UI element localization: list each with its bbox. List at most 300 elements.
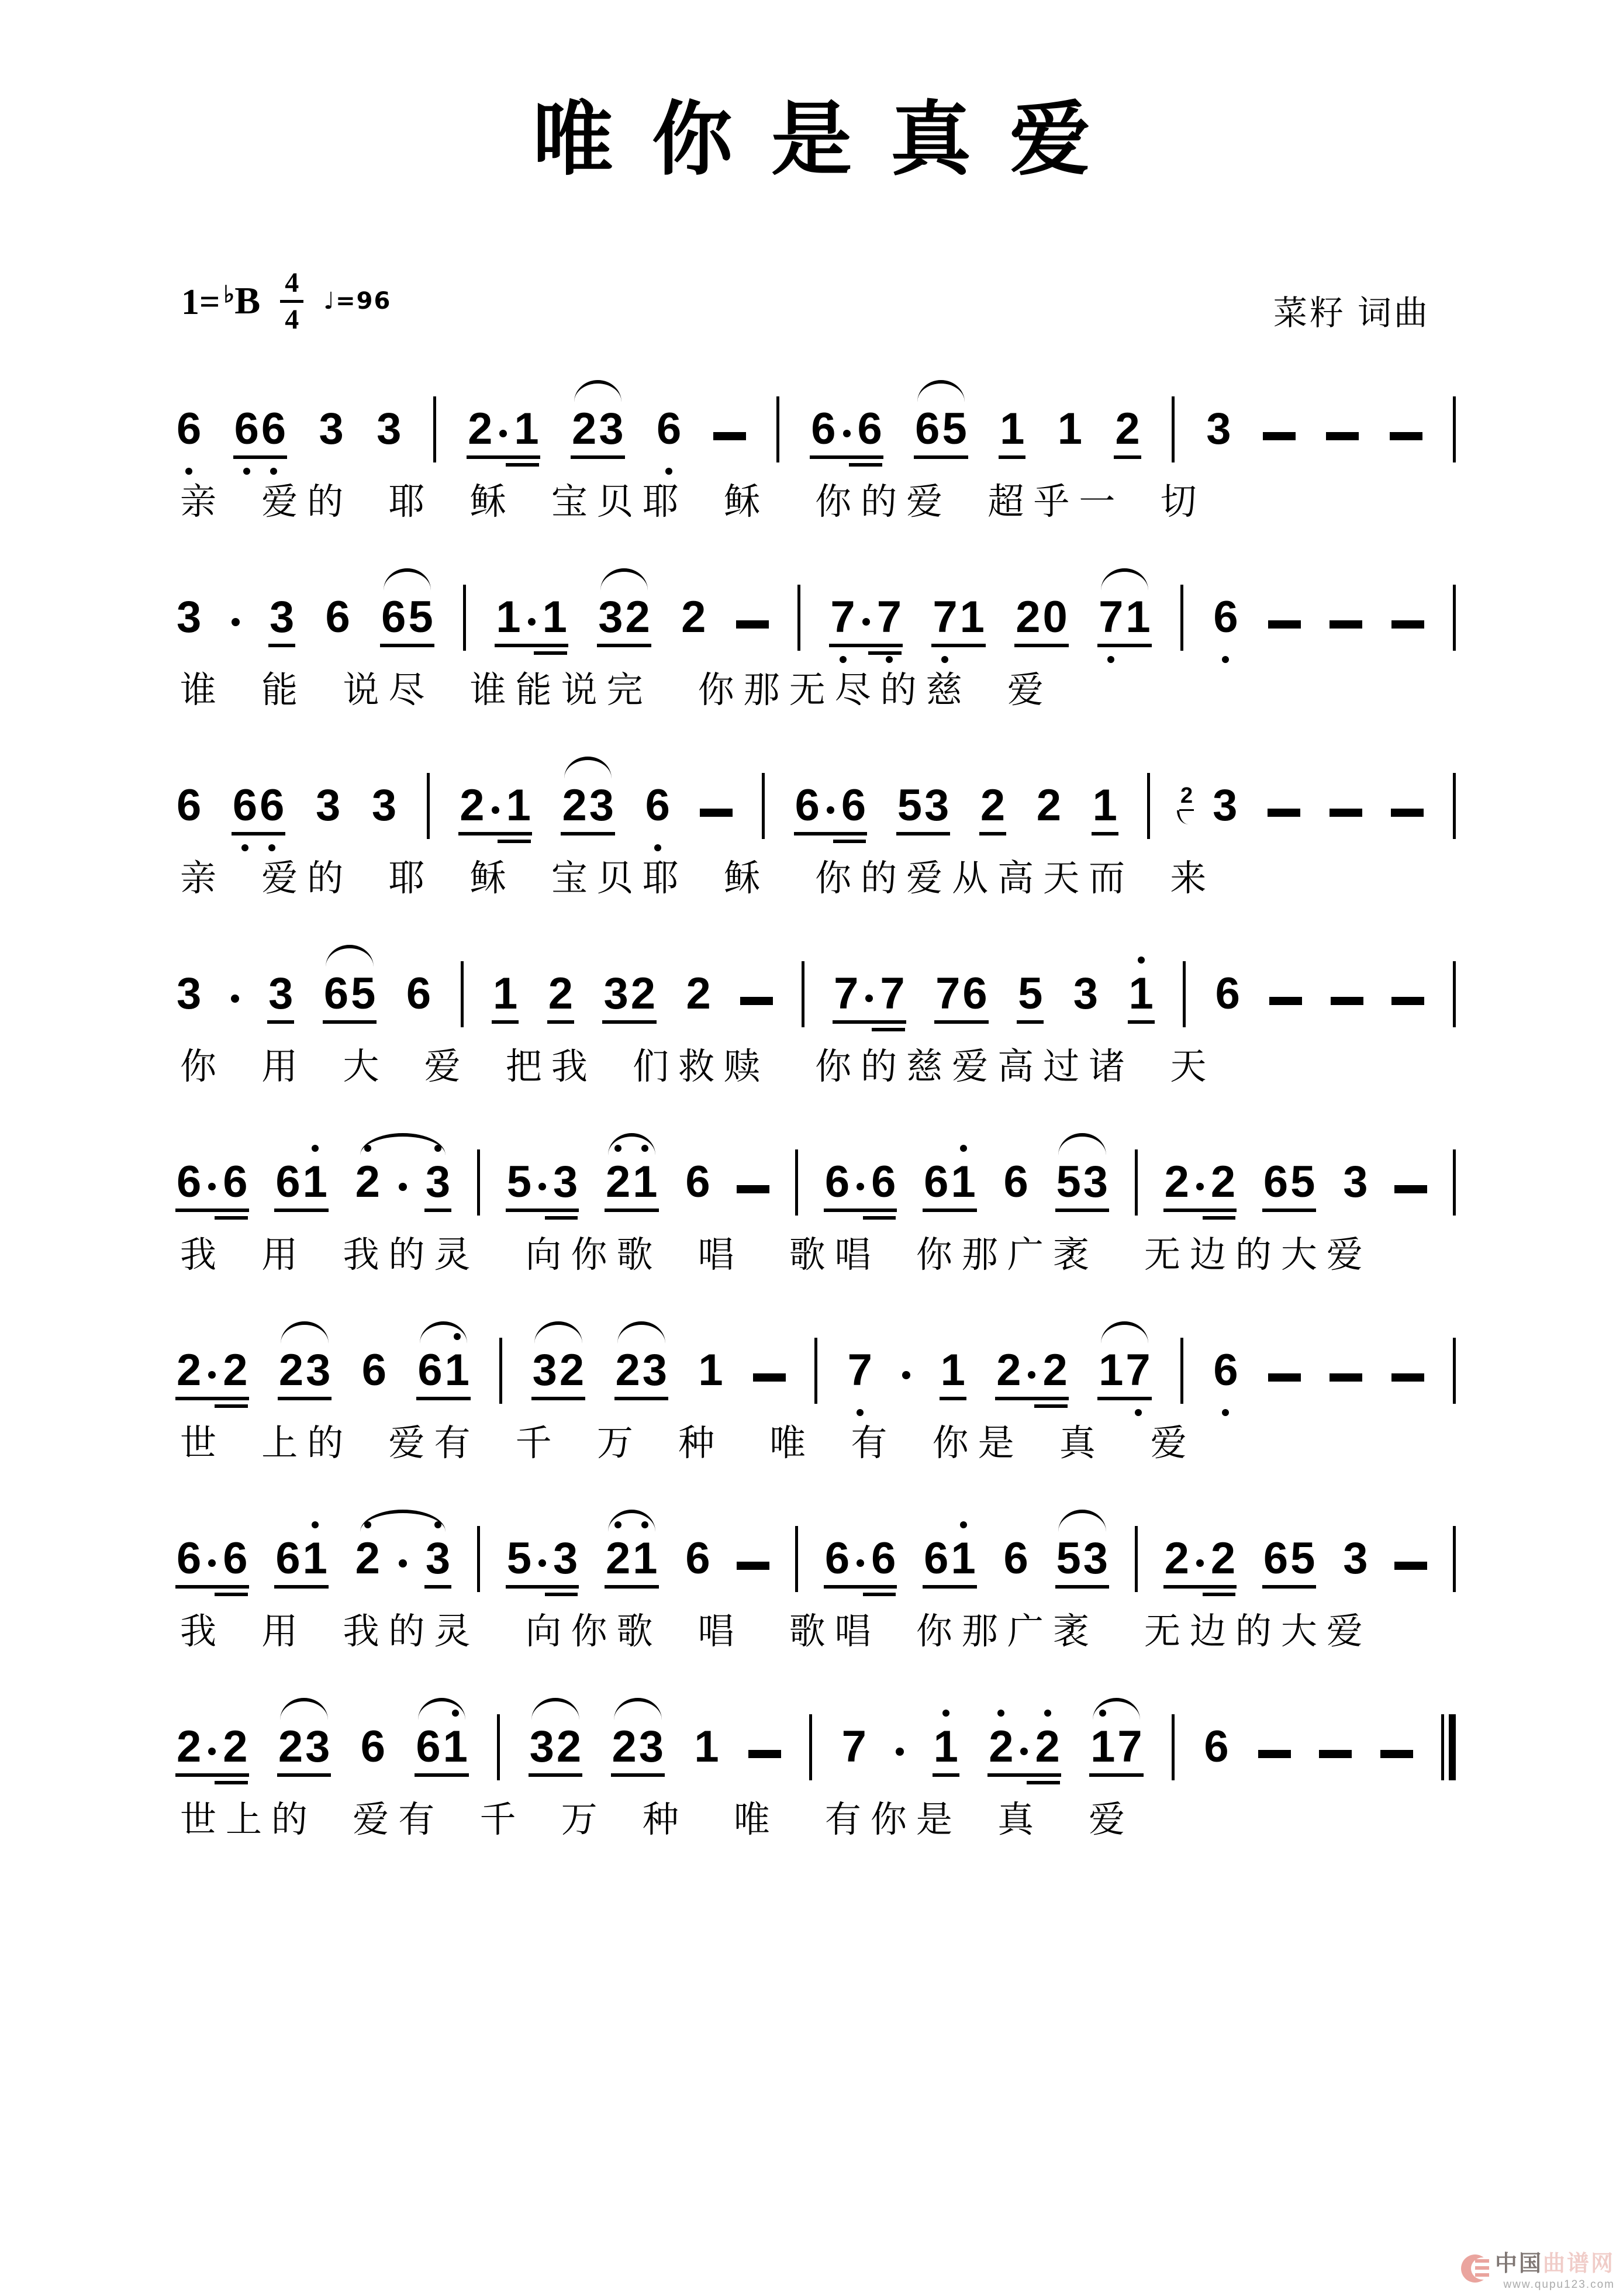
- barline: [427, 773, 430, 839]
- slur-arc: [574, 380, 621, 402]
- barline: [1172, 1714, 1175, 1780]
- note-digit: 5: [942, 404, 967, 454]
- note-digit: 2: [556, 1722, 582, 1772]
- note-token: [1262, 1534, 1317, 1589]
- note-token: [278, 1345, 332, 1400]
- note-token: [1214, 969, 1241, 1024]
- note-token: [274, 1534, 329, 1589]
- note-token: [175, 969, 202, 1024]
- slur-arc: [534, 1321, 582, 1344]
- rest-dash: [1258, 1750, 1291, 1758]
- note-digit: 7: [931, 595, 958, 640]
- note-token: [1089, 1722, 1144, 1777]
- note-token: [318, 404, 345, 459]
- rest-dash: [1331, 997, 1363, 1005]
- note-token: [361, 1345, 388, 1400]
- rest-dash: [1394, 1185, 1427, 1193]
- barline: [1453, 1338, 1456, 1404]
- rest-dash: [1330, 620, 1362, 629]
- note-token: [1342, 1157, 1369, 1212]
- rest-dash: [1268, 809, 1300, 817]
- note-token: [1017, 969, 1044, 1024]
- note-token: [597, 592, 651, 647]
- note-token: [506, 1534, 579, 1589]
- note-digit: 5: [1290, 1534, 1315, 1583]
- duration-dot: [208, 1748, 216, 1755]
- octave-dot-low: [654, 844, 661, 851]
- note-token: [492, 969, 519, 1024]
- rest-dash: [1263, 432, 1296, 440]
- note-token: [824, 1157, 897, 1212]
- note-digit: 3: [603, 969, 629, 1018]
- note-digit: 1: [542, 592, 567, 642]
- note-digit: 3: [1213, 781, 1238, 830]
- octave-dot-low: [185, 468, 192, 475]
- duration-dot: [399, 1559, 407, 1568]
- duration-dot: [1196, 1559, 1204, 1567]
- octave-dot-high: [364, 1521, 371, 1528]
- note-digit: 1: [949, 1160, 976, 1204]
- note-digit: 2: [177, 1345, 202, 1395]
- note-digit: 7: [876, 595, 903, 640]
- rest-dash: [1391, 809, 1424, 817]
- note-token: [175, 592, 202, 647]
- note-token: [1097, 592, 1152, 647]
- note-token: [614, 1345, 669, 1400]
- note-token: [829, 592, 903, 647]
- note-token: [232, 783, 286, 835]
- note-digit: 1: [444, 1348, 471, 1393]
- note-token: [602, 969, 657, 1024]
- note-token: [380, 592, 434, 647]
- note-token: [685, 969, 712, 1024]
- rest-dash: [700, 809, 733, 817]
- rest-dash: [1391, 620, 1424, 629]
- duration-dot: [857, 1559, 864, 1567]
- slur-arc: [420, 1321, 467, 1344]
- note-token: [1262, 1157, 1317, 1212]
- note-token: [175, 1534, 249, 1589]
- note-token: [375, 404, 402, 459]
- lyrics-line-2: 谁 能 说尽 谁能说完 你那无尽的慈 爱: [180, 670, 1053, 710]
- note-digit: 6: [924, 1157, 949, 1207]
- note-digit: 5: [506, 1534, 531, 1583]
- note-token: [360, 1722, 386, 1777]
- key-prefix: 1=: [181, 282, 220, 322]
- octave-dot-low: [270, 468, 277, 475]
- note-token: [175, 1157, 249, 1212]
- barline: [433, 396, 436, 462]
- note-digit: 3: [532, 1345, 557, 1395]
- double-underline: [215, 1593, 248, 1596]
- note-digit: 2: [278, 1722, 303, 1772]
- slur-arc: [531, 1698, 579, 1720]
- note-digit: 1: [442, 1725, 469, 1769]
- slur-arc: [384, 568, 431, 591]
- double-underline: [545, 1593, 578, 1596]
- note-digit: 6: [1263, 1157, 1289, 1207]
- note-digit: 3: [589, 781, 614, 830]
- note-digit: 6: [841, 781, 866, 830]
- note-digit: 6: [811, 404, 836, 454]
- note-digit: 2: [223, 1345, 248, 1395]
- note-digit: 3: [424, 1537, 451, 1581]
- barline: [497, 1714, 500, 1780]
- slur-arc: [600, 568, 648, 591]
- note-digit: 1: [631, 1537, 658, 1581]
- rest-dash: [1394, 1562, 1427, 1570]
- note-token: [1128, 969, 1155, 1024]
- note-digit: 6: [360, 1722, 386, 1772]
- note-digit: 3: [424, 1160, 451, 1204]
- note-digit: 1: [493, 969, 518, 1018]
- note-token: [1072, 969, 1099, 1024]
- octave-dot-low: [840, 656, 847, 663]
- octave-dot-low: [665, 468, 672, 475]
- note-token: [458, 783, 532, 835]
- note-digit: 6: [232, 783, 258, 828]
- note-digit: 6: [824, 1534, 850, 1583]
- note-digit: 6: [1003, 1157, 1028, 1207]
- note-digit: 6: [1215, 969, 1240, 1018]
- note-token: [1014, 592, 1069, 647]
- rest-dash: [1268, 1373, 1301, 1382]
- note-token: [1211, 783, 1238, 835]
- slur-arc: [326, 945, 373, 967]
- note-digit: 2: [468, 404, 493, 454]
- note-token: [847, 1345, 873, 1400]
- note-digit: 7: [1097, 595, 1124, 640]
- duration-dot: [232, 618, 240, 626]
- octave-dot-high: [960, 1521, 967, 1528]
- octave-dot-high: [1044, 1710, 1051, 1717]
- key-signature: [181, 279, 260, 323]
- note-token: [1002, 1534, 1029, 1589]
- notation-line-6: [175, 1330, 1456, 1400]
- barline: [1183, 961, 1186, 1027]
- note-digit: 6: [1263, 1534, 1289, 1583]
- note-digit: 0: [1042, 592, 1068, 642]
- note-token: [267, 969, 294, 1024]
- note-token: [405, 969, 432, 1024]
- rest-dash: [1330, 1373, 1362, 1382]
- lyrics-line-4: 你 用 大 爱 把我 们救赎 你的慈爱高过诸 天: [180, 1047, 1216, 1087]
- note-digit: 2: [1180, 783, 1193, 808]
- note-token: [995, 1345, 1069, 1400]
- note-digit: 6: [1003, 1534, 1028, 1583]
- barline: [1180, 1338, 1183, 1404]
- note-token: [1055, 1534, 1110, 1589]
- duration-dot: [857, 1183, 864, 1190]
- note-token: [1114, 404, 1141, 459]
- note-digit: 6: [177, 1157, 202, 1207]
- slur-arc: [614, 1698, 661, 1720]
- note-digit: 7: [847, 1348, 873, 1393]
- watermark-brand-suffix: 曲谱网: [1542, 2252, 1615, 2276]
- note-digit: 6: [655, 407, 682, 451]
- barline: [1147, 773, 1150, 839]
- barline: [461, 961, 464, 1027]
- note-token: [605, 1157, 659, 1212]
- watermark-brand-prefix: 中国: [1494, 2252, 1543, 2276]
- note-digit: 2: [625, 592, 650, 642]
- slur-group: [1179, 783, 1238, 835]
- note-token: [274, 1157, 329, 1212]
- note-digit: 6: [1204, 1722, 1229, 1772]
- octave-dot-high: [1138, 957, 1145, 964]
- note-digit: 2: [177, 1722, 202, 1772]
- note-token: [233, 404, 288, 459]
- notation-line-2: [175, 577, 1456, 647]
- rest-dash: [748, 1750, 781, 1758]
- note-digit: 1: [940, 1345, 965, 1395]
- double-underline: [872, 1028, 905, 1031]
- note-token: [324, 592, 351, 647]
- note-digit: 3: [598, 592, 623, 642]
- note-token: [1163, 1534, 1237, 1589]
- note-digit: 5: [1290, 1157, 1315, 1207]
- slur-arc: [608, 1133, 655, 1155]
- octave-dot-low: [1135, 1409, 1142, 1416]
- composer-credit: 菜籽 词曲: [1273, 294, 1430, 332]
- note-token: [1035, 783, 1062, 835]
- notation-line-5: [175, 1142, 1456, 1212]
- rest-dash: [740, 997, 773, 1005]
- note-token: [561, 783, 615, 835]
- barline: [463, 585, 466, 651]
- slur-arc: [360, 1133, 446, 1155]
- double-underline: [863, 1593, 896, 1596]
- note-digit: 7: [1124, 1348, 1151, 1393]
- note-token: [1055, 1157, 1110, 1212]
- note-digit: 6: [258, 783, 285, 828]
- note-digit: 3: [599, 404, 624, 454]
- octave-dot-low: [886, 656, 893, 663]
- slur-group: [354, 1157, 452, 1212]
- note-token: [655, 404, 682, 459]
- notation-line-3: [175, 765, 1456, 835]
- note-digit: 2: [615, 1345, 640, 1395]
- note-digit: 3: [642, 1345, 668, 1395]
- lyrics-line-8: 世上的 爱有 千 万 种 唯 有你是 真 爱: [180, 1800, 1135, 1840]
- note-digit: 3: [305, 1722, 330, 1772]
- lyrics-line-1: 亲 爱的 耶 稣 宝贝耶 稣 你的爱 超乎一 切: [180, 482, 1206, 522]
- octave-dot-high: [942, 1710, 949, 1717]
- rest-dash: [753, 1373, 786, 1382]
- tempo-marking: ♩=96: [323, 288, 392, 315]
- song-title: 唯你是真爱: [532, 91, 1129, 187]
- note-token: [354, 1157, 381, 1212]
- note-digit: 3: [319, 404, 344, 454]
- watermark: [1461, 2245, 1615, 2291]
- note-token: [693, 1722, 720, 1777]
- note-digit: 6: [685, 1157, 710, 1207]
- barline: [1453, 1526, 1456, 1592]
- note-token: [940, 1345, 966, 1400]
- note-token: [923, 1534, 977, 1589]
- note-token: [495, 592, 568, 647]
- note-token: [571, 404, 625, 459]
- octave-dot-high: [997, 1710, 1004, 1717]
- note-digit: 1: [694, 1722, 719, 1772]
- octave-dot-high: [364, 1145, 371, 1152]
- note-digit: 1: [1099, 1345, 1124, 1395]
- duration-dot: [231, 995, 239, 1003]
- note-digit: 6: [177, 1534, 202, 1583]
- note-digit: 2: [1164, 1157, 1189, 1207]
- note-token: [506, 1157, 579, 1212]
- note-digit: 2: [559, 1345, 585, 1395]
- barline: [1453, 396, 1456, 462]
- octave-dot-low: [1222, 1409, 1229, 1416]
- note-token: [684, 1157, 711, 1212]
- note-token: [810, 404, 883, 459]
- qupu-logo-icon: [1461, 2254, 1489, 2283]
- note-digit: 1: [933, 1725, 959, 1769]
- watermark-brand: [1495, 2245, 1615, 2277]
- note-digit: 6: [325, 592, 350, 642]
- duration-dot: [528, 618, 536, 626]
- rest-dash: [1269, 997, 1302, 1005]
- note-digit: 6: [795, 781, 820, 830]
- note-digit: 3: [1083, 1157, 1109, 1207]
- barline: [795, 1149, 798, 1216]
- octave-dot-low: [941, 656, 948, 663]
- note-token: [611, 1722, 665, 1777]
- octave-dot-low: [1222, 656, 1229, 663]
- note-digit: 2: [605, 1537, 631, 1581]
- note-token: [175, 1345, 249, 1400]
- note-token: [371, 783, 398, 835]
- time-signature-denominator: 4: [285, 303, 299, 335]
- note-token: [1205, 404, 1232, 459]
- rest-dash: [713, 432, 746, 440]
- duration-dot: [1196, 1183, 1204, 1190]
- note-token: [1179, 785, 1194, 811]
- duration-dot: [208, 1559, 216, 1567]
- slur-arc: [1101, 1321, 1148, 1344]
- octave-dot-low: [857, 1409, 864, 1416]
- slur-arc: [1093, 1698, 1140, 1720]
- note-digit: 1: [514, 404, 539, 454]
- slur-arc: [280, 1698, 327, 1720]
- duration-dot: [538, 1559, 546, 1567]
- barline: [1453, 1149, 1456, 1216]
- slur-arc: [564, 757, 612, 779]
- duration-dot: [827, 806, 834, 814]
- note-digit: 6: [1212, 1348, 1239, 1393]
- note-digit: 7: [935, 969, 961, 1018]
- note-digit: 2: [572, 404, 597, 454]
- note-token: [933, 1722, 959, 1777]
- duration-dot: [1020, 1748, 1028, 1755]
- note-digit: 1: [959, 592, 985, 642]
- note-token: [531, 1345, 586, 1400]
- barline: [802, 961, 804, 1027]
- barline: [1180, 585, 1183, 651]
- note-digit: 6: [962, 969, 987, 1018]
- note-digit: 2: [686, 969, 711, 1018]
- note-digit: 5: [351, 969, 376, 1018]
- notation-line-4: [175, 954, 1456, 1024]
- duration-dot: [208, 1183, 216, 1190]
- note-digit: 3: [269, 592, 295, 642]
- note-digit: 5: [506, 1157, 531, 1207]
- note-digit: 1: [302, 1537, 329, 1581]
- barline: [1453, 961, 1456, 1027]
- note-token: [1163, 1157, 1237, 1212]
- barline: [1135, 1526, 1138, 1592]
- note-digit: 6: [416, 1722, 441, 1772]
- duration-dot: [1028, 1371, 1035, 1379]
- note-digit: 6: [1212, 595, 1239, 640]
- note-token: [987, 1722, 1061, 1777]
- barline: [797, 585, 800, 651]
- note-digit: 2: [548, 969, 574, 1018]
- octave-dot-high: [434, 1145, 441, 1152]
- duration-dot: [902, 1371, 910, 1379]
- octave-dot-low: [241, 844, 248, 851]
- watermark-url: www.qupu123.com: [1503, 2278, 1615, 2291]
- rest-dash: [1391, 997, 1424, 1005]
- rest-dash: [1380, 1750, 1413, 1758]
- note-digit: 3: [552, 1534, 578, 1583]
- note-digit: 6: [223, 1157, 248, 1207]
- note-digit: 5: [1056, 1534, 1081, 1583]
- slur-arc: [1058, 1133, 1106, 1155]
- double-underline: [215, 1404, 248, 1408]
- note-token: [1212, 592, 1239, 647]
- note-digit: 2: [562, 781, 587, 830]
- note-token: [841, 1722, 868, 1777]
- barline: [1172, 396, 1175, 462]
- note-token: [794, 783, 868, 835]
- duration-dot: [843, 430, 851, 437]
- note-digit: 6: [323, 969, 349, 1018]
- note-digit: 6: [175, 407, 202, 451]
- rest-dash: [1390, 432, 1422, 440]
- note-digit: 2: [612, 1722, 637, 1772]
- note-digit: 6: [915, 404, 940, 454]
- note-digit: 6: [233, 407, 260, 451]
- duration-dot: [538, 1183, 546, 1190]
- note-token: [697, 1345, 724, 1400]
- note-token: [931, 592, 986, 647]
- slur-arc: [1058, 1510, 1106, 1532]
- duration-dot: [862, 618, 870, 626]
- note-token: [684, 1534, 711, 1589]
- note-digit: 3: [306, 1345, 331, 1395]
- note-token: [1002, 1157, 1029, 1212]
- note-digit: 6: [924, 1534, 949, 1583]
- note-digit: 3: [924, 781, 949, 830]
- note-token: [268, 592, 295, 647]
- note-digit: 6: [644, 783, 671, 828]
- note-token: [680, 592, 707, 647]
- note-digit: 6: [824, 1157, 850, 1207]
- note-digit: 7: [1117, 1722, 1142, 1772]
- note-token: [547, 969, 574, 1024]
- note-digit: 1: [1125, 592, 1151, 642]
- note-digit: 2: [1042, 1345, 1068, 1395]
- note-token: [1097, 1345, 1152, 1400]
- notation-line-8: [175, 1707, 1456, 1777]
- note-token: [424, 1534, 451, 1589]
- note-token: [833, 969, 906, 1024]
- rest-dash: [1326, 432, 1359, 440]
- key-tempo-block: [181, 269, 391, 333]
- note-token: [175, 404, 202, 459]
